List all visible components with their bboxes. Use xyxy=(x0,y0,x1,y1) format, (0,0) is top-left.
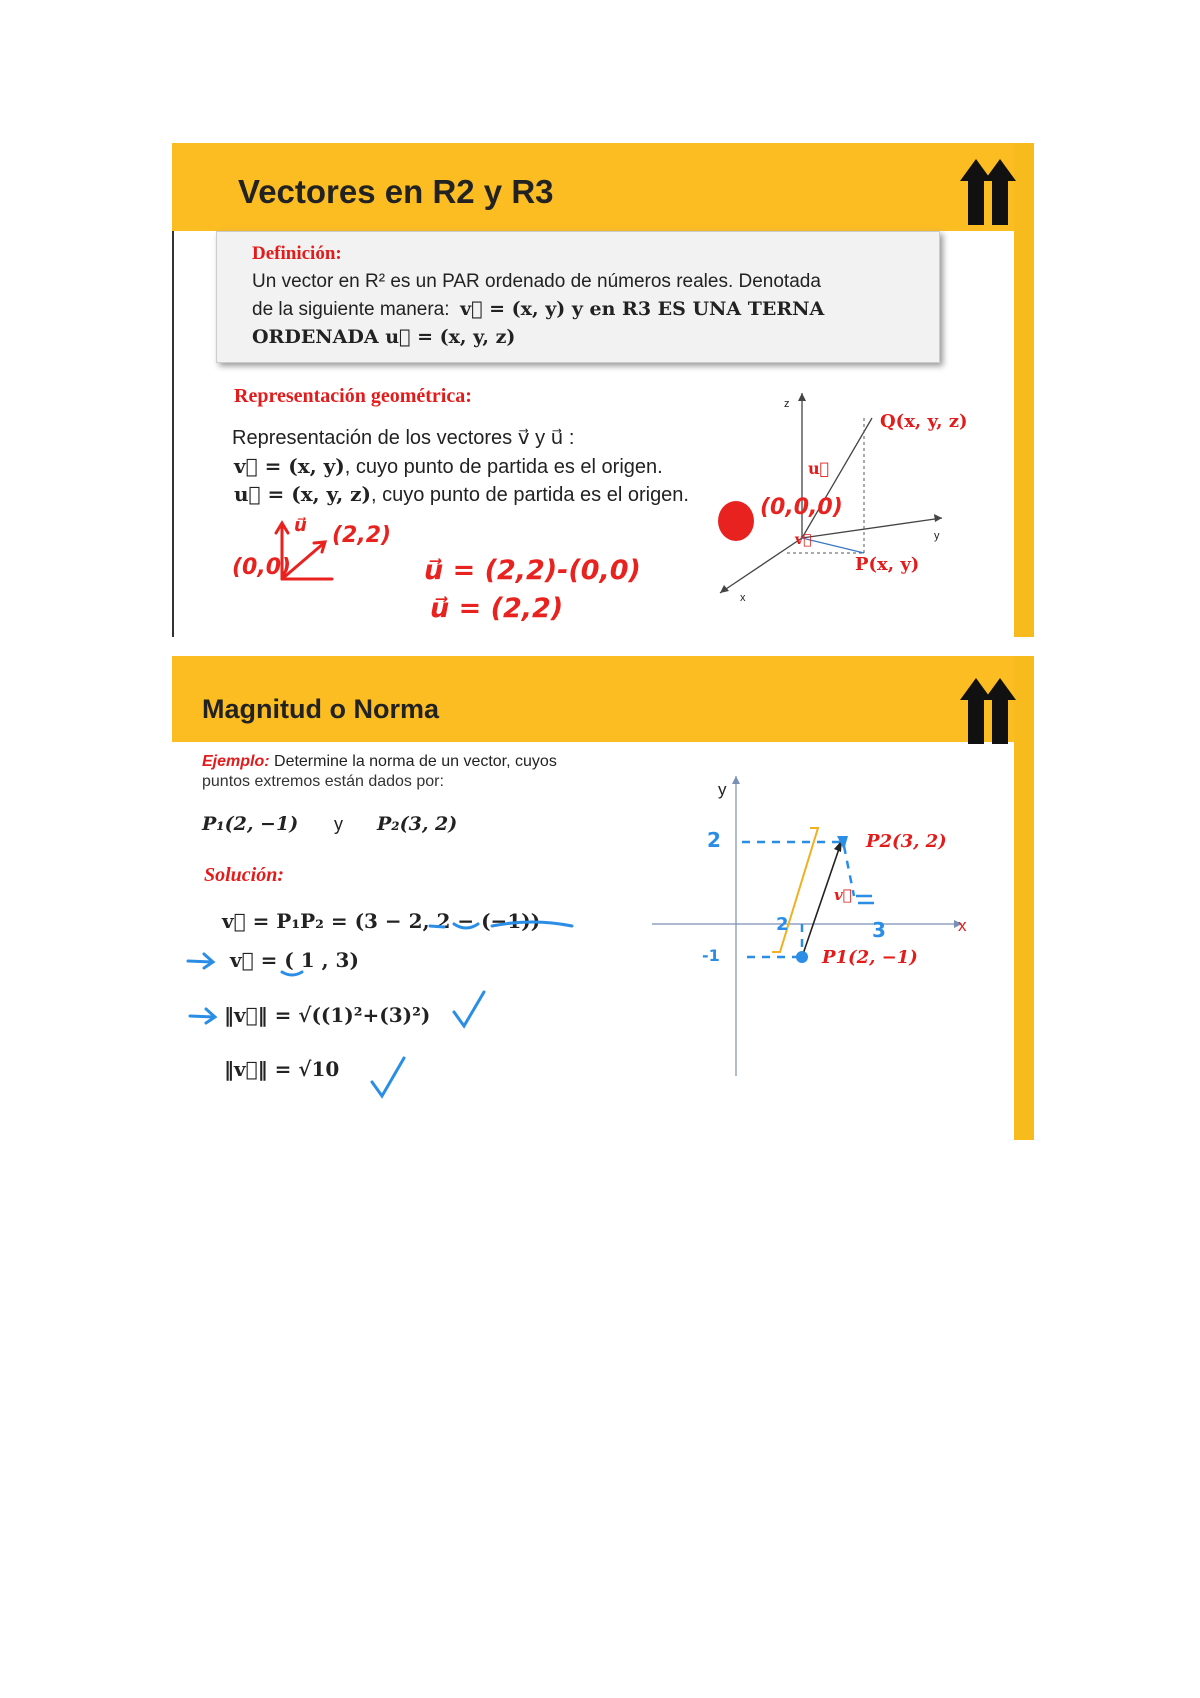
origin-handwritten: (0,0,0) xyxy=(760,495,843,520)
definition-line-2-math: v⃗ = (x, y) y en R3 ES UNA TERNA xyxy=(460,298,825,320)
graph-v-label: v⃗ xyxy=(834,886,852,904)
rep-line-3-text: , cuyo punto de partida es el origen. xyxy=(371,484,689,506)
graph-p1-label: P1(2, −1) xyxy=(822,947,918,968)
p1-dot xyxy=(796,951,808,963)
rep-line-3-math: u⃗ = (x, y, z) xyxy=(234,482,371,506)
v-vector-label: v⃗ xyxy=(795,532,812,548)
equation-2: v⃗ = ( 1 , 3) xyxy=(230,948,359,972)
graph-tick-y2: 2 xyxy=(707,828,721,852)
slide-vectores xyxy=(172,143,1034,637)
point-p1: P₁(2, −1) xyxy=(202,813,299,835)
geo-representation-label: Representación geométrica: xyxy=(234,385,472,407)
hand-equation-1: u⃗ = (2,2)-(0,0) xyxy=(424,555,641,586)
graph-tick-x3: 3 xyxy=(872,918,886,942)
hand-equation-2: u⃗ = (2,2) xyxy=(430,593,564,624)
slide-magnitud xyxy=(172,656,1034,1140)
rep-line-1: Representación de los vectores v⃗ y u⃗ : xyxy=(232,427,575,449)
definition-line-1: Un vector en R² es un PAR ordenado de números reales. Denotada xyxy=(252,271,821,292)
u-vector-label: u⃗ xyxy=(808,459,830,478)
q-point-label: Q(x, y, z) xyxy=(880,411,968,432)
graph-tick-x2: 2 xyxy=(776,914,789,935)
hand-u-small: u⃗ xyxy=(294,515,307,536)
rep-line-2-text: , cuyo punto de partida es el origen. xyxy=(344,456,663,478)
graph-y-label: y xyxy=(718,780,727,799)
definition-line-3: ORDENADA u⃗ = (x, y, z) xyxy=(252,326,516,348)
definition-label: Definición: xyxy=(252,243,342,264)
definition-line-2-text: de la siguiente manera: xyxy=(252,299,450,320)
example-label: Ejemplo: xyxy=(202,753,270,770)
p-point-label: P(x, y) xyxy=(855,554,920,575)
graph-x-label: x xyxy=(958,916,967,935)
solution-label: Solución: xyxy=(204,864,285,886)
and-word: y xyxy=(334,814,343,834)
hand-origin-point: (0,0) xyxy=(232,555,292,580)
example-text-1: Determine la norma de un vector, cuyos xyxy=(269,753,557,770)
hand-end-point: (2,2) xyxy=(332,523,392,548)
coordinate-graph xyxy=(172,656,1034,1140)
rep-line-2-math: v⃗ = (x, y) xyxy=(234,454,345,478)
equation-3: ‖v⃗‖ = √((1)²+(3)²) xyxy=(224,1003,431,1027)
equation-4: ‖v⃗‖ = √10 xyxy=(224,1057,340,1081)
point-p2: P₂(3, 2) xyxy=(377,813,458,835)
x-axis-label: x xyxy=(740,592,746,604)
graph-tick-ym1: -1 xyxy=(702,946,720,965)
example-text-2: puntos extremos están dados por: xyxy=(202,773,444,790)
z-axis-label: z xyxy=(784,398,790,410)
equation-1: v⃗ = P₁P₂ = (3 − 2, 2 − (−1)) xyxy=(222,909,541,933)
y-axis-label: y xyxy=(934,530,940,542)
graph-p2-label: P2(3, 2) xyxy=(866,831,947,852)
slide-title-2: Magnitud o Norma xyxy=(202,694,439,724)
slide-title: Vectores en R2 y R3 xyxy=(238,173,554,210)
